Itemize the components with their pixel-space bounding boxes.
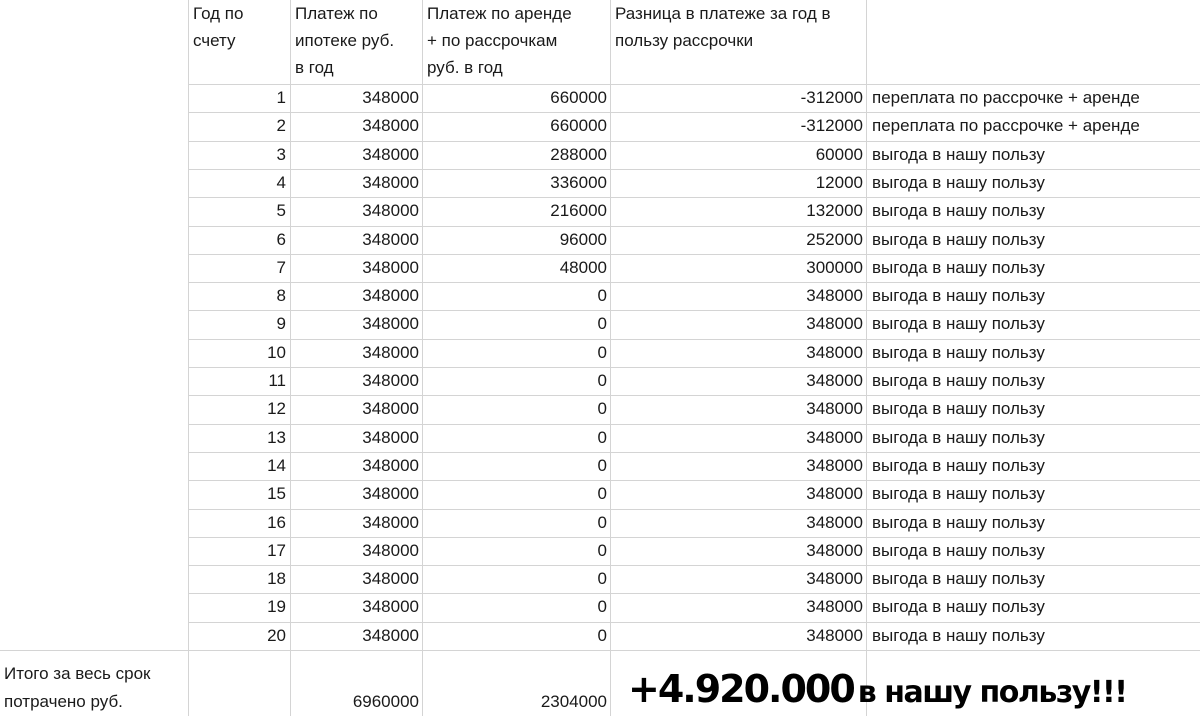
cell-note: выгода в нашу пользу bbox=[872, 201, 1045, 221]
cell-year: 16 bbox=[267, 512, 286, 532]
cell-mortgage: 348000 bbox=[362, 371, 419, 390]
cell-note: выгода в нашу пользу bbox=[872, 144, 1045, 164]
cell-year: 18 bbox=[267, 569, 286, 589]
cell-mortgage: 348000 bbox=[362, 484, 419, 504]
header-mortgage-line: в год bbox=[295, 58, 334, 77]
cell-diff: 348000 bbox=[806, 455, 863, 475]
cell-diff: 348000 bbox=[806, 625, 863, 645]
grid-vline bbox=[422, 0, 423, 716]
cell-note: выгода в нашу пользу bbox=[872, 257, 1045, 277]
cell-diff: 252000 bbox=[806, 229, 863, 249]
cell-mortgage: 348000 bbox=[362, 201, 419, 221]
cell-mortgage: 348000 bbox=[362, 144, 419, 164]
cell-rent: 288000 bbox=[550, 144, 607, 164]
cell-mortgage: 348000 bbox=[362, 512, 419, 532]
cell-year: 20 bbox=[267, 625, 286, 645]
cell-rent: 0 bbox=[597, 625, 607, 645]
cell-note: переплата по рассрочке + аренде bbox=[872, 88, 1140, 107]
cell-year: 12 bbox=[267, 399, 286, 419]
cell-diff: 348000 bbox=[806, 371, 863, 390]
cell-mortgage: 348000 bbox=[362, 569, 419, 589]
cell-year: 5 bbox=[276, 201, 286, 221]
cell-year: 11 bbox=[268, 371, 286, 390]
cell-year: 14 bbox=[267, 455, 286, 475]
cell-year: 10 bbox=[267, 342, 286, 362]
cell-diff: 348000 bbox=[806, 399, 863, 419]
cell-rent: 0 bbox=[597, 314, 607, 334]
cell-diff: 300000 bbox=[806, 257, 863, 277]
cell-year: 13 bbox=[267, 427, 286, 447]
header-year-line: Год по bbox=[193, 4, 244, 23]
cell-rent: 96000 bbox=[559, 229, 607, 249]
cell-note: выгода в нашу пользу bbox=[872, 540, 1045, 560]
cell-mortgage: 348000 bbox=[362, 88, 419, 107]
cell-rent: 660000 bbox=[550, 88, 607, 107]
cell-rent: 48000 bbox=[559, 257, 607, 277]
cell-year: 19 bbox=[267, 597, 286, 617]
header-year bbox=[193, 0, 288, 54]
cell-year: 2 bbox=[276, 116, 286, 136]
cell-rent: 0 bbox=[597, 399, 607, 419]
cell-year: 4 bbox=[276, 172, 286, 192]
cell-diff: 348000 bbox=[806, 540, 863, 560]
header-mortgage bbox=[295, 0, 420, 81]
cell-mortgage: 348000 bbox=[362, 399, 419, 419]
grid-vline bbox=[188, 0, 189, 716]
cell-year: 3 bbox=[276, 144, 286, 164]
cell-mortgage: 348000 bbox=[362, 116, 419, 136]
header-diff-line: пользу рассрочки bbox=[615, 31, 754, 50]
cell-diff: 348000 bbox=[806, 342, 863, 362]
totals-mortgage: 6960000 bbox=[352, 692, 419, 711]
cell-note: выгода в нашу пользу bbox=[872, 342, 1045, 362]
big-total-amount: +4.920.000 bbox=[628, 667, 854, 711]
header-diff-line: Разница в платеже за год в bbox=[615, 4, 831, 23]
cell-mortgage: 348000 bbox=[362, 427, 419, 447]
grid-hline bbox=[0, 650, 1200, 651]
cell-mortgage: 348000 bbox=[362, 172, 419, 192]
cell-year: 1 bbox=[276, 88, 286, 107]
cell-mortgage: 348000 bbox=[362, 540, 419, 560]
cell-diff: 348000 bbox=[806, 314, 863, 334]
cell-mortgage: 348000 bbox=[362, 314, 419, 334]
totals-rent: 2304000 bbox=[540, 692, 607, 711]
totals-label bbox=[4, 660, 186, 716]
cell-mortgage: 348000 bbox=[362, 342, 419, 362]
big-total-text: в нашу пользу!!! bbox=[857, 675, 1127, 710]
totals-label-line: потрачено руб. bbox=[4, 692, 123, 711]
cell-note: выгода в нашу пользу bbox=[872, 286, 1045, 306]
cell-rent: 660000 bbox=[550, 116, 607, 136]
cell-rent: 0 bbox=[597, 427, 607, 447]
cell-year: 7 bbox=[276, 257, 286, 277]
cell-diff: 132000 bbox=[806, 201, 863, 221]
cell-rent: 0 bbox=[597, 455, 607, 475]
cell-note: переплата по рассрочке + аренде bbox=[872, 116, 1140, 136]
cell-mortgage: 348000 bbox=[362, 257, 419, 277]
cell-note: выгода в нашу пользу bbox=[872, 625, 1045, 645]
grid-vline bbox=[610, 0, 611, 716]
cell-rent: 0 bbox=[597, 597, 607, 617]
cell-rent: 0 bbox=[597, 512, 607, 532]
cell-note: выгода в нашу пользу bbox=[872, 484, 1045, 504]
header-mortgage-line: ипотеке руб. bbox=[295, 31, 395, 50]
cell-rent: 216000 bbox=[550, 201, 607, 221]
cell-note: выгода в нашу пользу bbox=[872, 427, 1045, 447]
header-rent-line: Платеж по аренде bbox=[427, 4, 572, 23]
grid-vline bbox=[290, 0, 291, 716]
cell-note: выгода в нашу пользу bbox=[872, 597, 1045, 617]
cell-note: выгода в нашу пользу bbox=[872, 569, 1045, 589]
cell-year: 6 bbox=[276, 229, 286, 249]
totals-label-line: Итого за весь срок bbox=[4, 664, 151, 683]
cell-note: выгода в нашу пользу bbox=[872, 314, 1045, 334]
header-mortgage-line: Платеж по bbox=[295, 4, 378, 23]
cell-year: 9 bbox=[276, 314, 286, 334]
cell-mortgage: 348000 bbox=[362, 286, 419, 306]
cell-rent: 0 bbox=[597, 286, 607, 306]
cell-mortgage: 348000 bbox=[362, 455, 419, 475]
grid-vline bbox=[866, 0, 867, 716]
cell-note: выгода в нашу пользу bbox=[872, 399, 1045, 419]
cell-diff: -312000 bbox=[800, 88, 863, 107]
header-year-line: счету bbox=[193, 31, 236, 50]
header-rent-line: руб. в год bbox=[427, 58, 503, 77]
cell-note: выгода в нашу пользу bbox=[872, 455, 1045, 475]
cell-note: выгода в нашу пользу bbox=[872, 229, 1045, 249]
cell-rent: 0 bbox=[597, 484, 607, 504]
cell-diff: 348000 bbox=[806, 512, 863, 532]
cell-rent: 0 bbox=[597, 371, 607, 390]
cell-rent: 0 bbox=[597, 540, 607, 560]
big-total-annotation bbox=[628, 664, 1126, 714]
cell-diff: 348000 bbox=[806, 286, 863, 306]
cell-diff: 12000 bbox=[815, 172, 863, 192]
cell-diff: 348000 bbox=[806, 597, 863, 617]
cell-diff: 348000 bbox=[806, 569, 863, 589]
cell-diff: 348000 bbox=[806, 427, 863, 447]
cell-diff: 348000 bbox=[806, 484, 863, 504]
cell-rent: 0 bbox=[597, 569, 607, 589]
cell-mortgage: 348000 bbox=[362, 597, 419, 617]
header-rent bbox=[427, 0, 609, 81]
cell-year: 17 bbox=[267, 540, 286, 560]
cell-diff: -312000 bbox=[800, 116, 863, 136]
header-diff bbox=[615, 0, 865, 54]
cell-rent: 336000 bbox=[550, 172, 607, 192]
cell-note: выгода в нашу пользу bbox=[872, 172, 1045, 192]
cell-rent: 0 bbox=[597, 342, 607, 362]
cell-year: 8 bbox=[276, 286, 286, 306]
cell-year: 15 bbox=[267, 484, 286, 504]
cell-note: выгода в нашу пользу bbox=[872, 371, 1045, 390]
cell-diff: 60000 bbox=[815, 144, 863, 164]
cell-mortgage: 348000 bbox=[362, 625, 419, 645]
cell-note: выгода в нашу пользу bbox=[872, 512, 1045, 532]
header-rent-line: + по рассрочкам bbox=[427, 31, 558, 50]
cell-mortgage: 348000 bbox=[362, 229, 419, 249]
